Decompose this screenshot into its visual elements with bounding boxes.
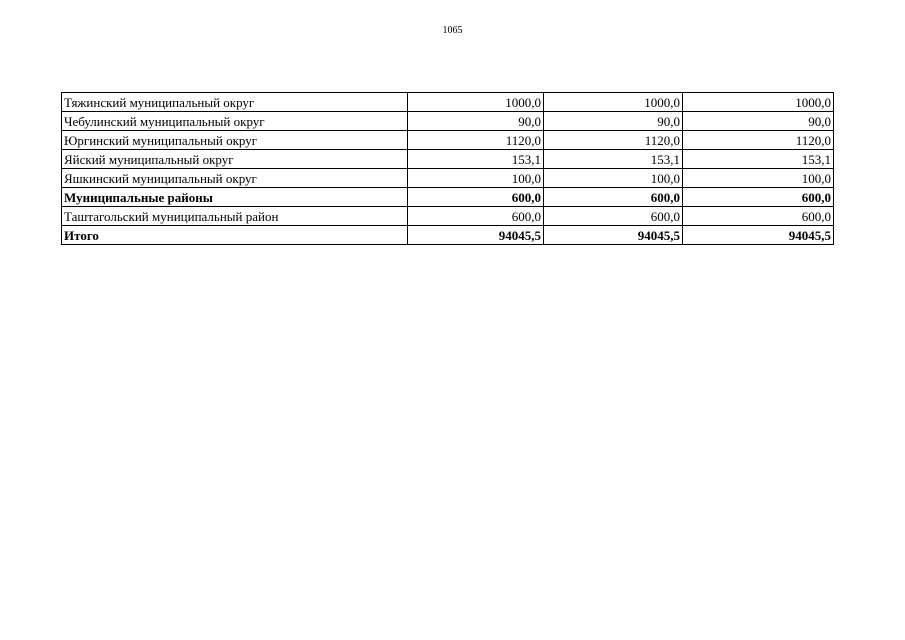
value-cell-2: 94045,5 (544, 226, 683, 245)
value-cell-3: 1120,0 (683, 131, 834, 150)
value-cell-1: 1120,0 (408, 131, 544, 150)
value-cell-1: 600,0 (408, 207, 544, 226)
value-cell-1: 1000,0 (408, 93, 544, 112)
value-cell-3: 94045,5 (683, 226, 834, 245)
value-cell-2: 1000,0 (544, 93, 683, 112)
table-row (62, 207, 834, 226)
row-name-cell: Муниципальные районы (62, 188, 408, 207)
row-name-cell: Юргинский муниципальный округ (62, 131, 408, 150)
value-cell-3: 600,0 (683, 188, 834, 207)
row-name-cell: Итого (62, 226, 408, 245)
table-row (62, 188, 834, 207)
value-cell-1: 90,0 (408, 112, 544, 131)
row-name-cell: Тяжинский муниципальный округ (62, 93, 408, 112)
value-cell-2: 90,0 (544, 112, 683, 131)
row-name-cell: Чебулинский муниципальный округ (62, 112, 408, 131)
row-name-cell: Яйский муниципальный округ (62, 150, 408, 169)
value-cell-3: 100,0 (683, 169, 834, 188)
value-cell-1: 153,1 (408, 150, 544, 169)
table-row (62, 112, 834, 131)
page-number: 1065 (442, 25, 463, 36)
value-cell-3: 153,1 (683, 150, 834, 169)
value-cell-3: 90,0 (683, 112, 834, 131)
table-row (62, 93, 834, 112)
value-cell-2: 600,0 (544, 207, 683, 226)
value-cell-1: 94045,5 (408, 226, 544, 245)
budget-table (61, 92, 834, 245)
row-name-cell: Таштагольский муниципальный район (62, 207, 408, 226)
value-cell-2: 600,0 (544, 188, 683, 207)
table-row (62, 226, 834, 245)
value-cell-2: 153,1 (544, 150, 683, 169)
value-cell-3: 600,0 (683, 207, 834, 226)
row-name-cell: Яшкинский муниципальный округ (62, 169, 408, 188)
value-cell-1: 100,0 (408, 169, 544, 188)
budget-table-body (62, 93, 834, 245)
value-cell-2: 1120,0 (544, 131, 683, 150)
value-cell-1: 600,0 (408, 188, 544, 207)
table-row (62, 169, 834, 188)
table-row (62, 150, 834, 169)
value-cell-2: 100,0 (544, 169, 683, 188)
table-row (62, 131, 834, 150)
value-cell-3: 1000,0 (683, 93, 834, 112)
